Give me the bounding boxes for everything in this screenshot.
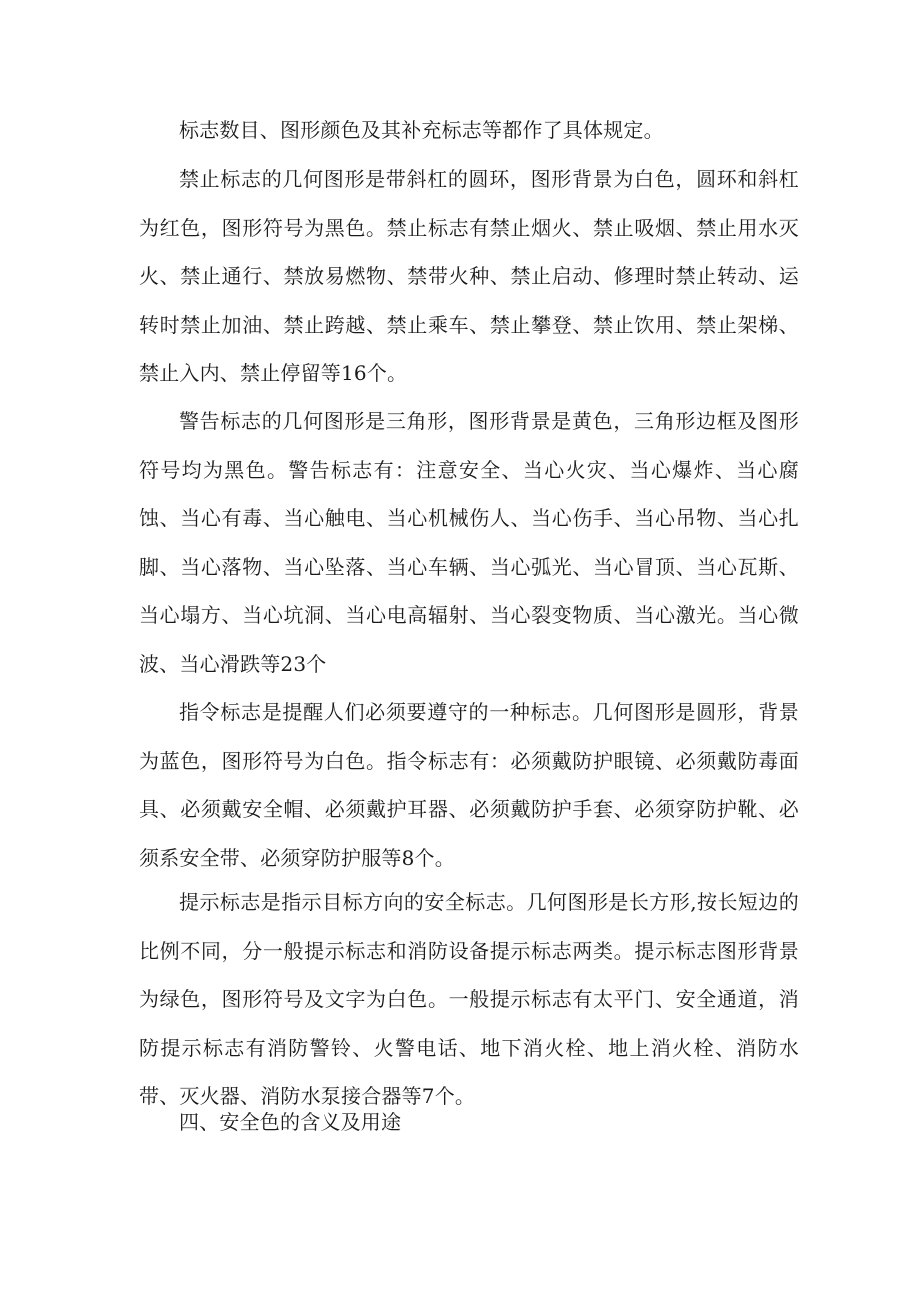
paragraph-mandatory-signs: 指令标志是提醒人们必须要遵守的一种标志。几何图形是圆形，背景为蓝色，图形符号为白色。指令标志有：必须戴防护眼镜、必须戴防毒面具、必须戴安全帽、必须戴护耳器、必须戴防护手套、必须穿防护靴、必须系安全带、必须穿防护服等8个。 bbox=[139, 700, 799, 870]
section-heading: 四、安全色的含义及用途 bbox=[179, 1110, 402, 1134]
paragraph-prohibition-signs: 禁止标志的几何图形是带斜杠的圆环，图形背景为白色，圆环和斜杠为红色，图形符号为黑色。禁止标志有禁止烟火、禁止吸烟、禁止用水灭火、禁止通行、禁放易燃物、禁带火种、禁止启动、修理时禁止转动、运转时禁止加油、禁止跨越、禁止乘车、禁止攀登、禁止饮用、禁止架梯、禁止入内、禁止停留等16个。 bbox=[139, 167, 799, 385]
paragraph-warning-signs: 警告标志的几何图形是三角形，图形背景是黄色，三角形边框及图形符号均为黑色。警告标志有：注意安全、当心火灾、当心爆炸、当心腐蚀、当心有毒、当心触电、当心机械伤人、当心伤手、当心吊物、当心扎脚、当心落物、当心坠落、当心车辆、当心弧光、当心冒顶、当心瓦斯、当心塌方、当心坑洞、当心电高辐射、当心裂变物质、当心激光。当心微波、当心滑跌等23个 bbox=[139, 409, 799, 676]
paragraph-information-signs: 提示标志是指示目标方向的安全标志。几何图形是长方形,按长短边的比例不同，分一般提示标志和消防设备提示标志两类。提示标志图形背景为绿色，图形符号及文字为白色。一般提示标志有太平门、安全通道，消防提示标志有消防警铃、火警电话、地下消火栓、地上消火栓、消防水带、灭火器、消防水泵接合器等7个。 bbox=[139, 890, 799, 1108]
paragraph-sign-overview: 标志数目、图形颜色及其补充标志等都作了具体规定。 bbox=[179, 118, 664, 142]
